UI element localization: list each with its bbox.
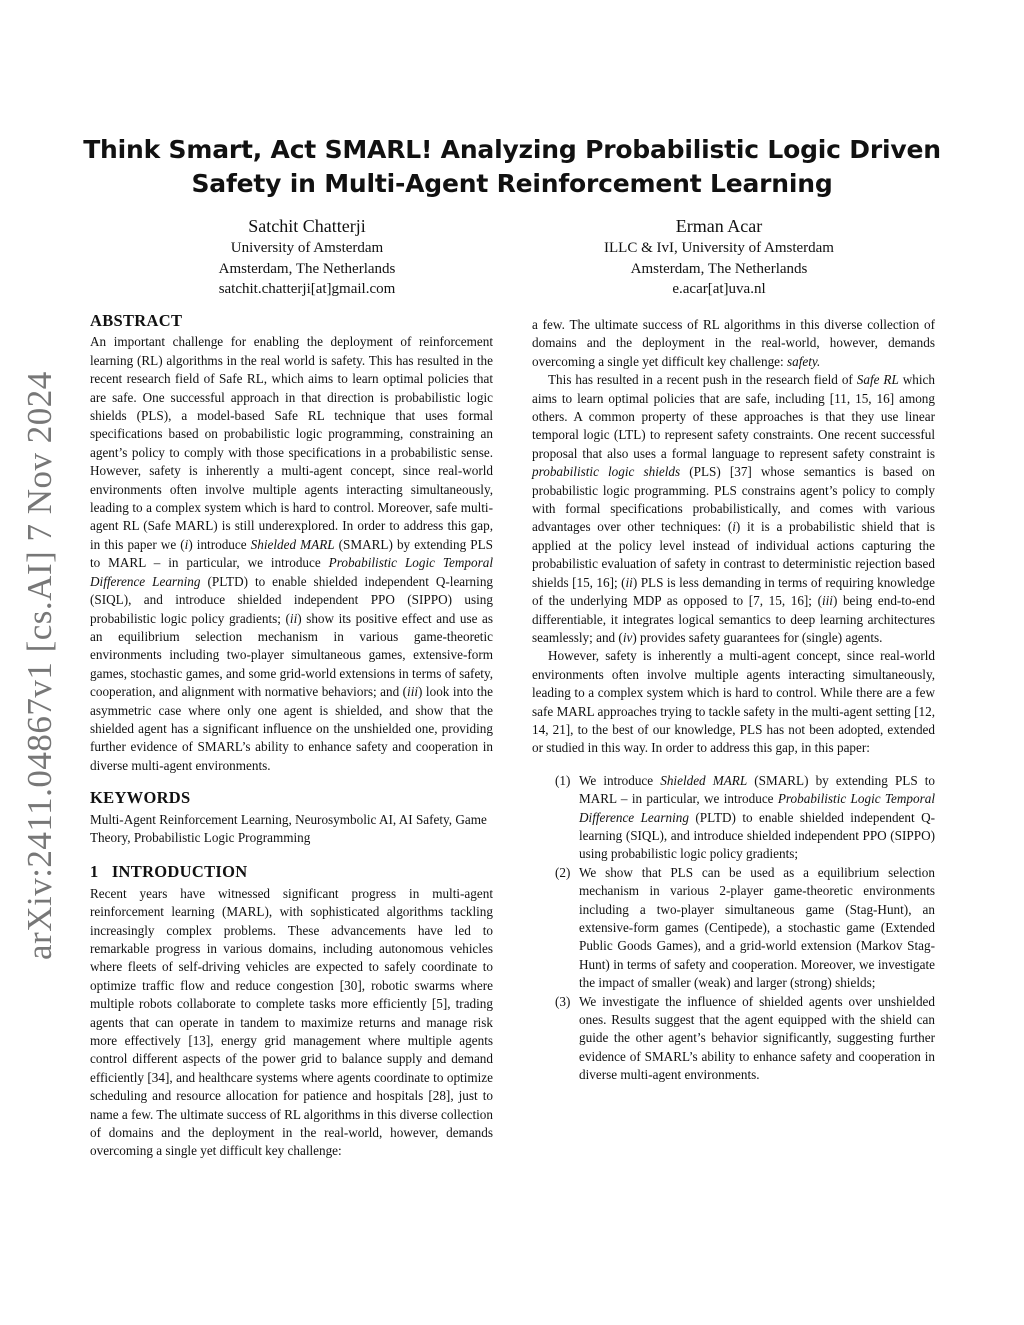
keywords-text: Multi-Agent Reinforcement Learning, Neurosymbolic AI, AI Safety, Game Theory, Probabilistic Logic Programming [90,811,487,845]
left-column [90,311,494,1159]
contributions-list [532,772,935,1085]
author-location: Amsterdam, The Netherlands [218,260,396,277]
author-location: Amsterdam, The Netherlands [630,260,808,277]
abstract-text: An important challenge for enabling the deployment of reinforcement learning (RL) algorithms in the real world is safety. This has resulted in the recent research field of Safe RL, which aims to learn optimal policies that are safe. One successful approach in that direction is probabilistic logic shields (PLS), a model-based Safe RL technique that uses formal specifications based on probabilistic logic programming, constraining an agent’s policy to comply with those specifications in a probabilistic sense. However, safety is inherently a multi-agent concept, since real-world environments often involve multiple agents interacting simultaneously, leading to a complex system which is hard to control. Moreover, safe multi-agent RL (Safe MARL) is still underexplored. In order to address this gap, in this paper we (i) introduce Shielded MARL (SMARL) by extending PLS to MARL – in particular, we introduce Probabilistic Logic Temporal Difference Learning (PLTD) to enable shielded independent Q-learning (SIQL), and introduce shielded independent PPO (SIPPO) using probabilistic logic policy gradients; (ii) show its positive effect and use as an equilibrium selection mechanism in various game-theoretic environments including two-player simultaneous games, extensive-form games, stochastic games, and some grid-world extensions in terms of safety, cooperation, and alignment with normative behaviors; and (iii) look into the asymmetric case where only one agent is shielded, and show that the shielded agent has a significant influence on the unshielded one, providing further evidence of SMARL’s ability to enhance safety and cooperation in diverse multi-agent environments. [90,334,494,773]
introduction-paragraph-3: However, safety is inherently a multi-agent concept, since real-world environments often involve multiple agents interacting simultaneously, leading to a complex system which is hard to control. While there are a few safe MARL approaches trying to tackle safety in the multi-agent setting [12, 14, 21], to the best of our knowledge, PLS has not been adopted, extended or studied in this way. In order to address this gap, in this paper: [532,648,935,756]
author-affiliation: University of Amsterdam [230,240,384,256]
title-line-1: Think Smart, Act SMARL! Analyzing Probabilistic Logic Driven [83,135,941,164]
arxiv-identifier: arXiv:2411.04867v1 [cs.AI] 7 Nov 2024 [20,371,59,960]
author-name: Satchit Chatterji [248,216,366,236]
introduction-heading: 1 INTRODUCTION [90,862,248,882]
list-item: (3) We investigate the influence of shielded agents over unshielded ones. Results suggest that the agent equipped with the shield can guide the other agent’s behavior significantly, suggesting further evidence of SMARL’s ability to enhance safety and cooperation in diverse multi-agent environments. [555,993,935,1083]
introduction-paragraph-2: This has resulted in a recent push in the research field of Safe RL which aims to learn optimal policies that are safe, including [11, 15, 16] among others. A common property of these approaches is that they use linear temporal logic (LTL) to represent safety constraints. One recent successful proposal that also uses a formal language to represent safety constraint is probabilistic logic shields (PLS) [37] whose semantics is based on probabilistic logic programming. PLS constrains agent’s policy to comply with formal specifications probabilistically, and comes with various advantages over other techniques: (i) it is a probabilistic shield that is applied at the policy level instead of individual actions capturing the probabilistic evaluation of safety in contrast to deterministic rejection based shields [15, 16]; (ii) PLS is less demanding in terms of requiring knowledge of the underlying MDP as opposed to [7, 15, 16]; (iii) being end-to-end differentiable, it integrates logical semantics to deep learning architectures seamlessly; and (iv) provides safety guarantees for (single) agents. [532,372,936,645]
abstract-heading: ABSTRACT [90,311,183,330]
introduction-paragraph-1-continued: a few. The ultimate success of RL algorithms in this diverse collection of domains and the deployment in the real-world, however, demands overcoming a single yet difficult key challenge: safety. [532,317,935,369]
right-column [532,316,935,1085]
author-name: Erman Acar [675,216,763,236]
keywords-heading: KEYWORDS [90,788,191,808]
author-email: satchit.chatterji[at]gmail.com [218,281,396,297]
author-block-1 [107,214,507,300]
author-block-2 [519,214,919,300]
title-line-2: Safety in Multi-Agent Reinforcement Learning [191,169,833,198]
author-affiliation: ILLC & IvI, University of Amsterdam [604,240,834,256]
author-email: e.acar[at]uva.nl [672,281,766,297]
paper-title [60,133,964,201]
list-item: (1) We introduce Shielded MARL (SMARL) by extending PLS to MARL – in particular, we introduce Probabilistic Logic Temporal Difference Learning (PLTD) to enable shielded independent Q-learning (SIQL), and introduce shielded independent PPO (SIPPO) using probabilistic logic policy gradients; [555,772,936,862]
list-item: (2) We show that PLS can be used as a equilibrium selection mechanism in various 2-player game-theoretic environments including a two-player simultaneous game (Stag-Hunt), an extensive-form games (Centipede), a stochastic game (Extended Public Goods Games), and a grid-world extension (Markov Stag-Hunt) in terms of safety and cooperation. Moreover, we investigate the impact of smaller (weak) and larger (strong) shields; [555,864,935,991]
introduction-paragraph-1: Recent years have witnessed significant progress in multi-agent reinforcement learning (MARL), with sophisticated algorithms tackling increasingly complex problems. These advancements have led to remarkable progress in various domains, including autonomous vehicles where fleets of self-driving vehicles are expected to safely coordinate to optimize traffic flow and reduce congestion [30], robotic swarms where multiple robots collaborate to complete tasks more efficiently [5], trading agents that can operate in tandem to maximize returns and manage risk more effectively [13], energy grid management where multiple agents control different aspects of the power grid to balance supply and demand efficiently [34], and healthcare systems where agents coordinate to optimize scheduling and resource allocation for patience and hospitals [28], just to name a few. The ultimate success of RL algorithms in this diverse collection of domains and the deployment in the real-world, however, demands overcoming a single yet difficult key challenge: [90,885,493,1159]
